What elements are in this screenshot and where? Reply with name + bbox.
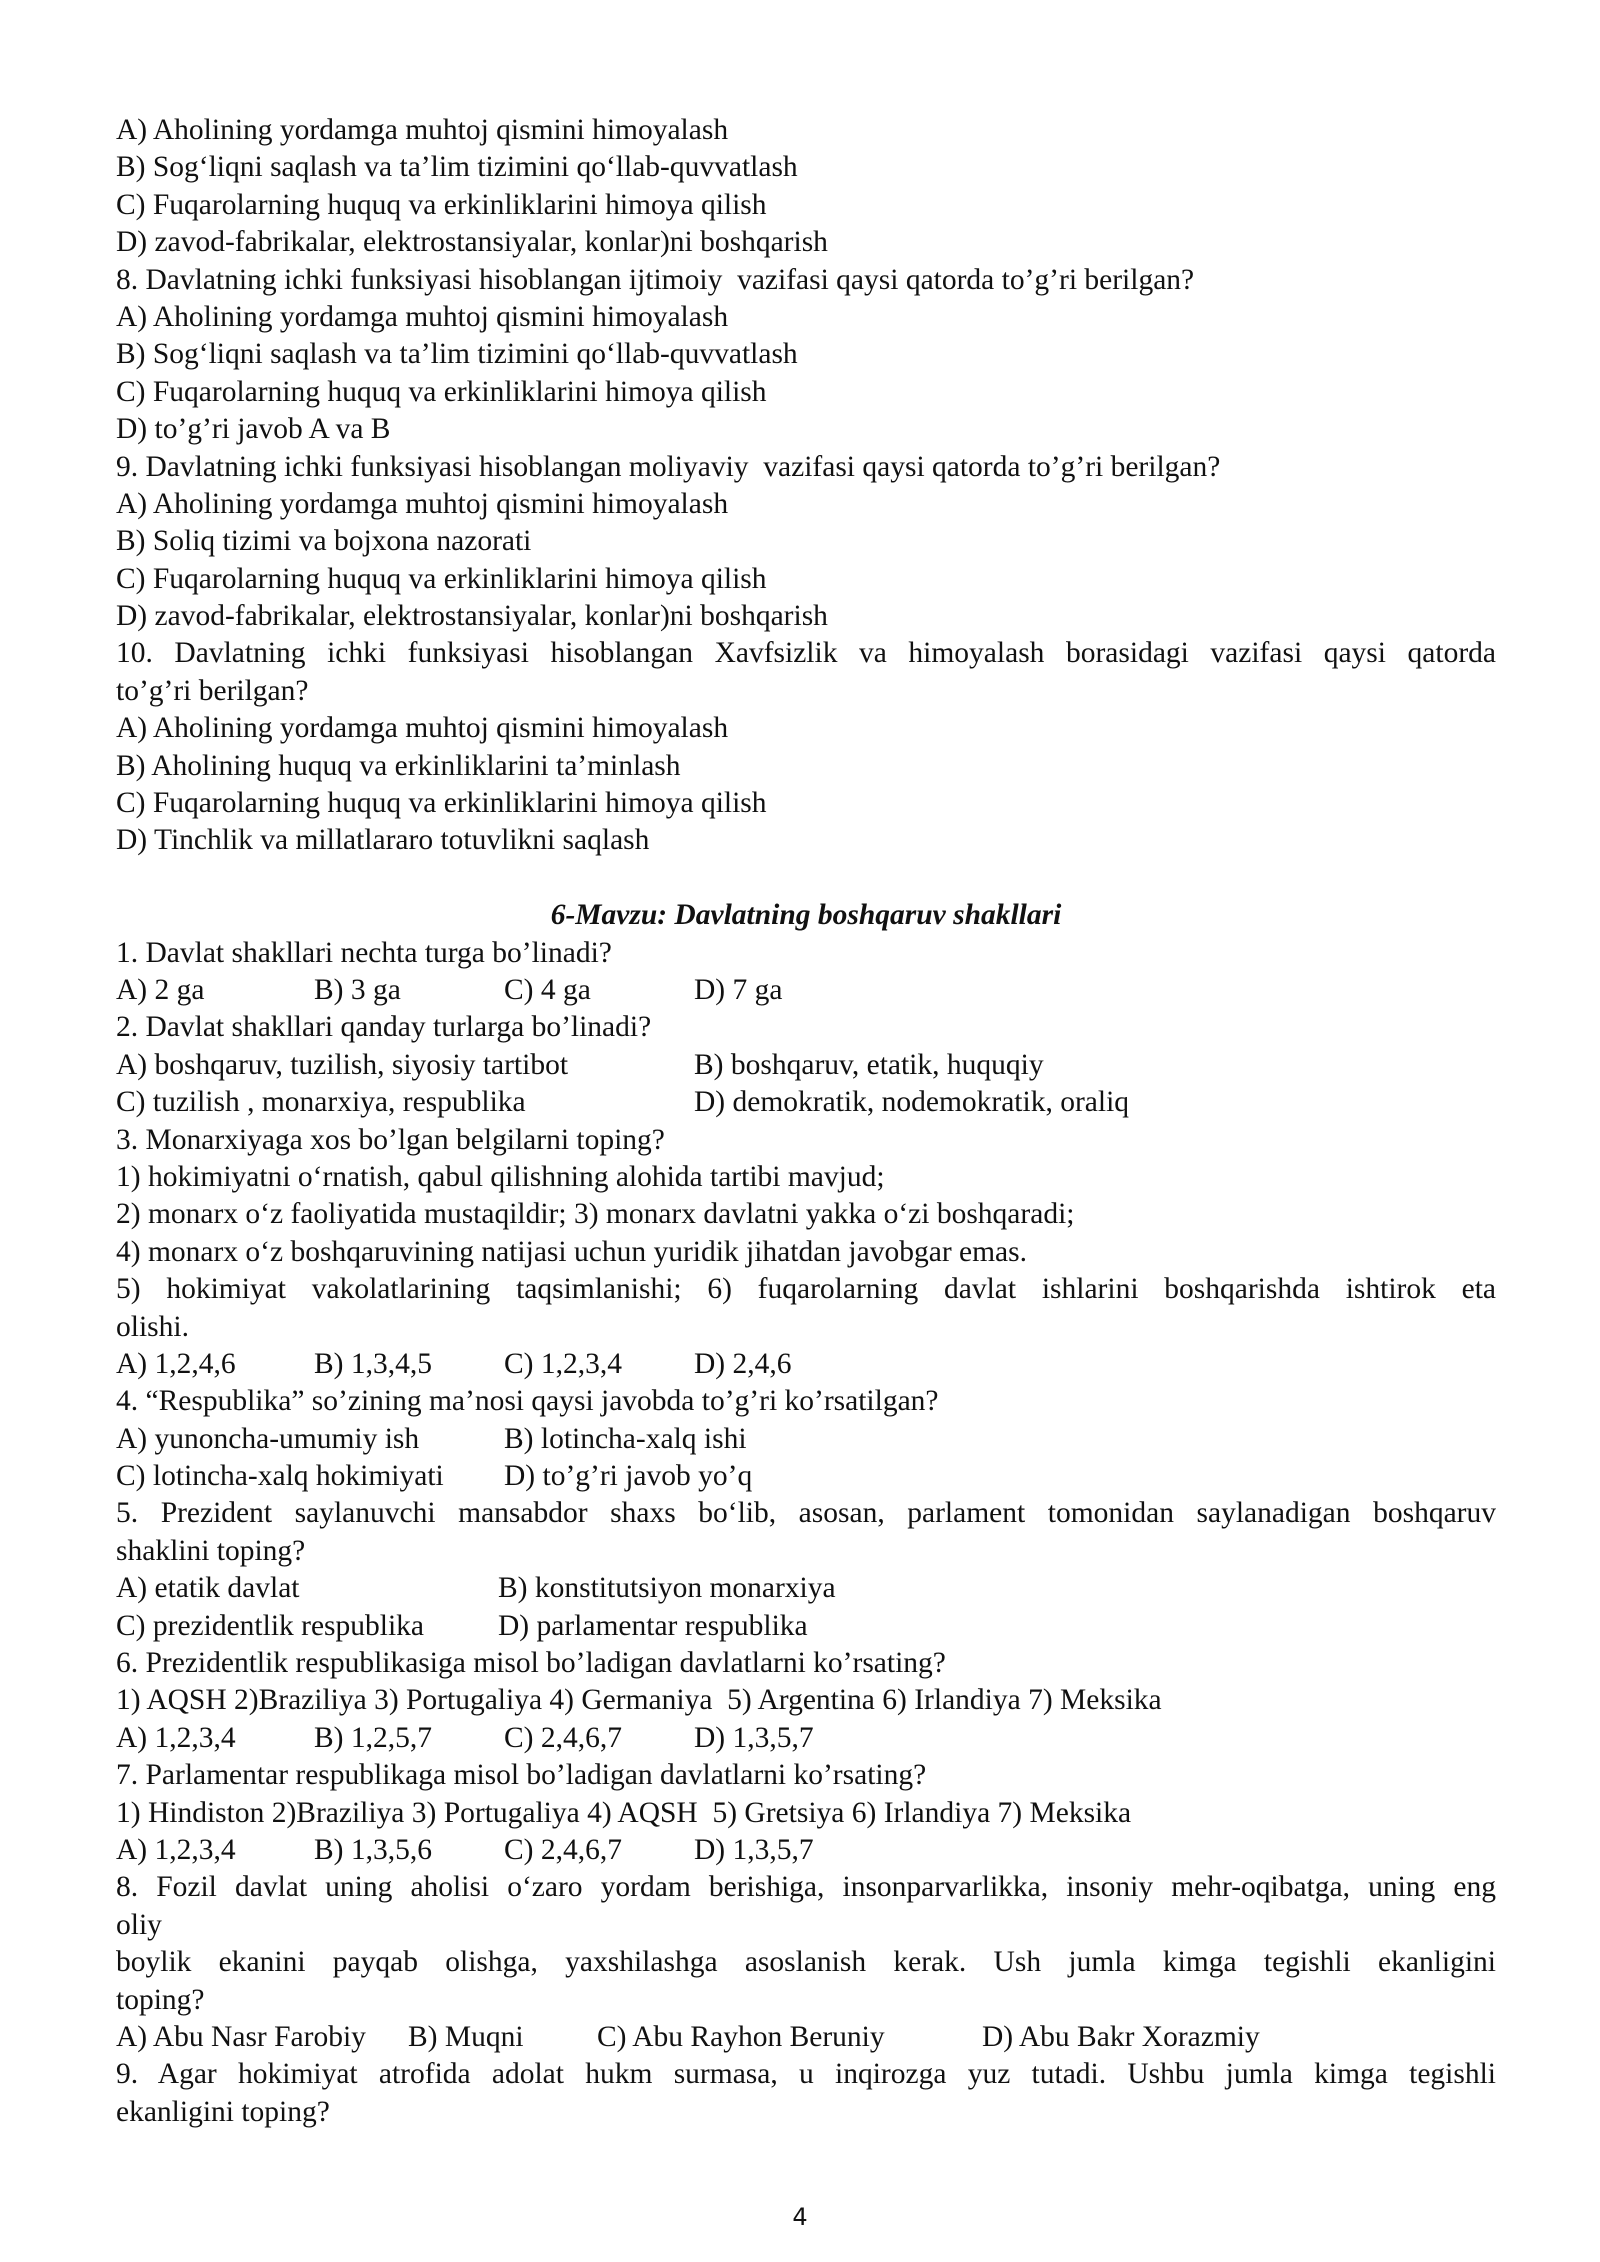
option-a: A) 2 ga (116, 973, 205, 1006)
option-line: C) Fuqarolarning huquq va erkinliklarini himoya qilish (116, 562, 767, 595)
option-b: B) konstitutsiyon monarxiya (498, 1572, 836, 1605)
option-c: C) 2,4,6,7 (504, 1721, 622, 1754)
section-title: 6-Mavzu: Davlatning boshqaruv shakllari (550, 899, 1062, 932)
option-a: A) boshqaruv, tuzilish, siyosiy tartibot (116, 1048, 569, 1081)
statement-line: 1) hokimiyatni o‘rnatish, qabul qilishning alohida tartibi mavjud; (116, 1160, 885, 1193)
option-c: C) Fuqarolarning huquq va erkinliklarini himoya qilish (116, 787, 767, 820)
option-line: C) Fuqarolarning huquq va erkinliklarini himoya qilish (116, 188, 767, 221)
option-a: A) Abu Nasr Farobiy (116, 2020, 366, 2053)
question-10-text-cont: to’g’ri berilgan? (116, 674, 309, 707)
statement-line: 2) monarx o‘z faoliyatida mustaqildir; 3) monarx davlatni yakka o‘zi boshqaradi; (116, 1198, 1075, 1231)
option-d: D) 2,4,6 (694, 1347, 792, 1380)
options-row (116, 1084, 1496, 1121)
option-b: B) 1,3,4,5 (314, 1347, 432, 1380)
question-9-text: 9. Davlatning ichki funksiyasi hisoblangan moliyaviy vazifasi qaysi qatorda to’g’ri berilgan? (116, 450, 1221, 483)
options-row (116, 972, 1496, 1009)
statement-line: 4) monarx o‘z boshqaruvining natijasi uchun yuridik jihatdan javobgar emas. (116, 1235, 1027, 1268)
country-list: 1) AQSH 2)Braziliya 3) Portugaliya 4) Germaniya 5) Argentina 6) Irlandiya 7) Meksika (116, 1684, 1162, 1717)
page-number: 4 (792, 2203, 808, 2231)
statement-line: 5) hokimiyat vakolatlarining taqsimlanishi; 6) fuqarolarning davlat ishlarini boshqarishda ishtirok eta (116, 1273, 1496, 1306)
options-row (116, 1832, 1496, 1869)
statement-line: olishi. (116, 1310, 189, 1343)
question-8-text-cont: boylik ekanini payqab olishga, yaxshilashga asoslanish kerak. Ush jumla kimga tegishli ekanligini (116, 1946, 1496, 1979)
option-line: D) to’g’ri javob A va B (116, 413, 391, 446)
question-5-text-cont: shaklini toping? (116, 1534, 306, 1567)
question-9-text: 9. Agar hokimiyat atrofida adolat hukm surmasa, u inqirozga yuz tutadi. Ushbu jumla kimga tegishli (116, 2058, 1496, 2091)
option-d: D) 7 ga (694, 973, 783, 1006)
option-b: B) 1,2,5,7 (314, 1721, 432, 1754)
options-row (116, 1047, 1496, 1084)
option-c: C) 2,4,6,7 (504, 1833, 622, 1866)
options-row (116, 1608, 1496, 1645)
option-a: A) yunoncha-umumiy ish (116, 1422, 420, 1455)
option-b: B) lotincha-xalq ishi (504, 1422, 747, 1455)
question-8-text-cont: oliy (116, 1908, 162, 1941)
option-c: C) 4 ga (504, 973, 591, 1006)
option-b: B) 1,3,5,6 (314, 1833, 432, 1866)
option-d: D) 1,3,5,7 (694, 1721, 814, 1754)
options-row (116, 1458, 1496, 1495)
question-7-text: 7. Parlamentar respublikaga misol bo’ladigan davlatlarni ko’rsating? (116, 1759, 927, 1792)
options-row (116, 1720, 1496, 1757)
question-8-text: 8. Davlatning ichki funksiyasi hisoblangan ijtimoiy vazifasi qaysi qatorda to’g’ri berilgan? (116, 263, 1195, 296)
question-2-text: 2. Davlat shakllari qanday turlarga bo’linadi? (116, 1011, 652, 1044)
question-10-text: 10. Davlatning ichki funksiyasi hisoblangan Xavfsizlik va himoyalash borasidagi vazifasi qaysi qatorda (116, 637, 1496, 670)
options-row (116, 2019, 1496, 2056)
option-line: B) Sog‘liqni saqlash va ta’lim tizimini qo‘llab-quvvatlash (116, 338, 798, 371)
option-a: A) Aholining yordamga muhtoj qismini himoyalash (116, 712, 729, 745)
option-c: C) lotincha-xalq hokimiyati (116, 1460, 444, 1493)
option-line: C) Fuqarolarning huquq va erkinliklarini himoya qilish (116, 375, 767, 408)
option-line: A) Aholining yordamga muhtoj qismini himoyalash (116, 114, 729, 146)
question-5-text: 5. Prezident saylanuvchi mansabdor shaxs bo‘lib, asosan, parlament tomonidan saylanadigan boshqaruv (116, 1497, 1496, 1530)
question-9-text-cont: ekanligini toping? (116, 2095, 330, 2128)
question-8-text-cont: toping? (116, 1983, 205, 2016)
option-d: D) Abu Bakr Xorazmiy (982, 2020, 1260, 2053)
option-b: B) Muqni (408, 2020, 524, 2053)
option-b: B) Aholining huquq va erkinliklarini ta’minlash (116, 749, 681, 782)
options-row (116, 1570, 1496, 1607)
option-c: C) 1,2,3,4 (504, 1347, 622, 1380)
option-d: D) Tinchlik va millatlararo totuvlikni saqlash (116, 824, 650, 857)
option-a: A) 1,2,3,4 (116, 1833, 236, 1866)
options-row (116, 1346, 1496, 1383)
question-6-text: 6. Prezidentlik respublikasiga misol bo’ladigan davlatlarni ko’rsating? (116, 1647, 946, 1680)
option-b: B) 3 ga (314, 973, 401, 1006)
option-line: D) zavod-fabrikalar, elektrostansiyalar, konlar)ni boshqarish (116, 226, 828, 259)
option-d: D) 1,3,5,7 (694, 1833, 814, 1866)
option-a: A) 1,2,4,6 (116, 1347, 236, 1380)
option-b: B) boshqaruv, etatik, huquqiy (694, 1048, 1044, 1081)
document-page (116, 112, 1496, 2131)
option-d: D) parlamentar respublika (498, 1609, 808, 1642)
option-d: D) to’g’ri javob yo’q (504, 1460, 753, 1493)
option-line: B) Sog‘liqni saqlash va ta’lim tizimini qo‘llab-quvvatlash (116, 151, 798, 184)
question-3-text: 3. Monarxiyaga xos bo’lgan belgilarni toping? (116, 1123, 665, 1156)
option-line: A) Aholining yordamga muhtoj qismini himoyalash (116, 300, 729, 333)
question-7-options (116, 112, 1496, 262)
option-c: C) prezidentlik respublika (116, 1609, 425, 1642)
options-row (116, 1421, 1496, 1458)
question-8-text: 8. Fozil davlat uning aholisi o‘zaro yordam berishiga, insonparvarlikka, insoniy mehr-oqibatga, uning eng (116, 1871, 1496, 1904)
question-4-text: 4. “Respublika” so’zining ma’nosi qaysi javobda to’g’ri ko’rsatilgan? (116, 1385, 939, 1418)
option-c: C) tuzilish , monarxiya, respublika (116, 1086, 526, 1119)
option-d: D) demokratik, nodemokratik, oraliq (694, 1086, 1130, 1119)
option-line: B) Soliq tizimi va bojxona nazorati (116, 525, 532, 558)
question-1-text: 1. Davlat shakllari nechta turga bo’linadi? (116, 936, 612, 969)
option-line: A) Aholining yordamga muhtoj qismini himoyalash (116, 487, 729, 520)
country-list: 1) Hindiston 2)Braziliya 3) Portugaliya 4) AQSH 5) Gretsiya 6) Irlandiya 7) Meksika (116, 1796, 1132, 1829)
option-c: C) Abu Rayhon Beruniy (597, 2020, 885, 2053)
option-a: A) 1,2,3,4 (116, 1721, 236, 1754)
option-a: A) etatik davlat (116, 1572, 300, 1605)
option-line: D) zavod-fabrikalar, elektrostansiyalar, konlar)ni boshqarish (116, 600, 828, 633)
